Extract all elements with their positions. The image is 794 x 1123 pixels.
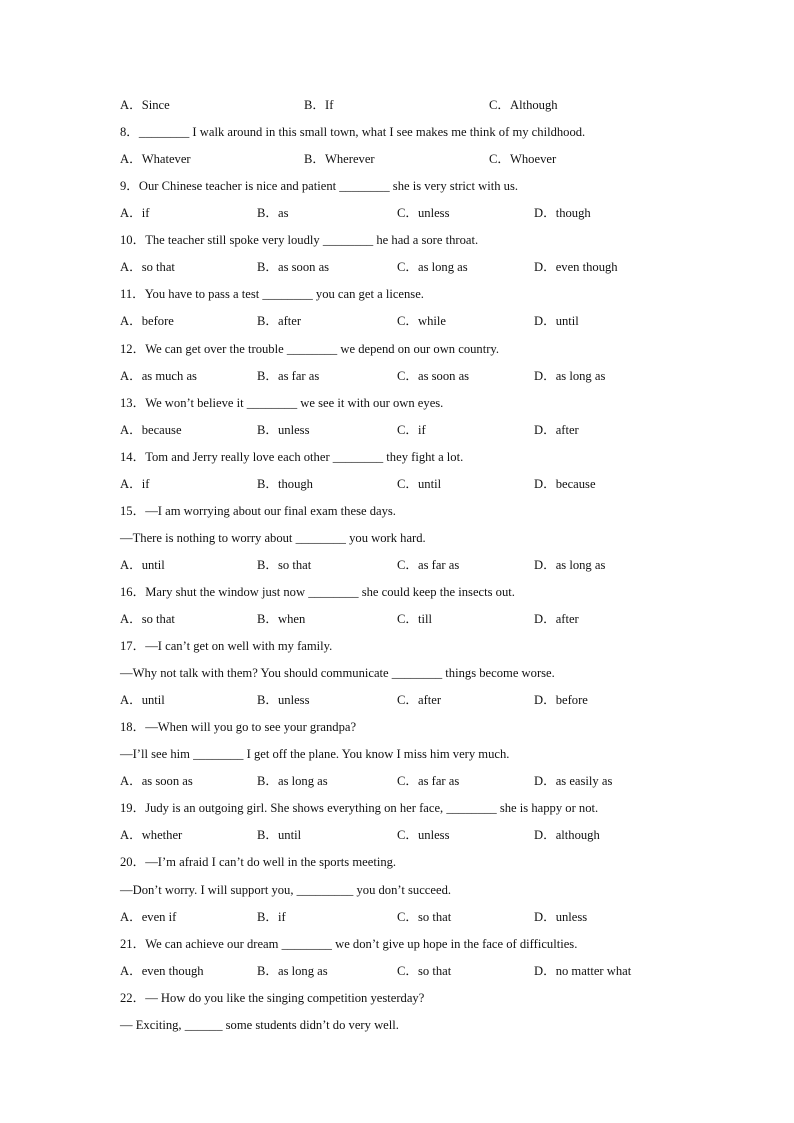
answer-option: D．as long as bbox=[534, 557, 606, 572]
question-text: —Why not talk with them? You should communicate ________ things become worse. bbox=[120, 666, 555, 681]
question-text: 17．—I can’t get on well with my family. bbox=[120, 639, 333, 653]
question-text: 19．Judy is an outgoing girl. She shows everything on her face, ________ she is happy or not. bbox=[120, 801, 599, 816]
question-text: 21．We can achieve our dream ________ we don’t give up hope in the face of difficulties. bbox=[120, 936, 578, 951]
answer-option: B．after bbox=[257, 314, 302, 329]
question-text: 8．________ I walk around in this small town, what I see makes me think of my childhood. bbox=[120, 125, 586, 139]
answer-option: D．because bbox=[534, 476, 596, 491]
answer-option: B．as long as bbox=[257, 774, 328, 789]
answer-option: A．if bbox=[120, 476, 150, 491]
answer-option: A．as soon as bbox=[120, 774, 193, 789]
answer-option: C．so that bbox=[397, 963, 452, 978]
answer-option: C．after bbox=[397, 693, 442, 708]
answer-option: B．so that bbox=[257, 557, 312, 572]
answer-option: A．as much as bbox=[120, 368, 197, 383]
answer-option: B．until bbox=[257, 828, 302, 843]
answer-option: B．as soon as bbox=[257, 260, 330, 275]
answer-option: D．before bbox=[534, 693, 588, 708]
question-text: 20．—I’m afraid I can’t do well in the sports meeting. bbox=[120, 855, 397, 870]
answer-option: A．even though bbox=[120, 963, 204, 978]
answer-option: A．so that bbox=[120, 612, 175, 626]
answer-option: C．till bbox=[397, 612, 432, 626]
question-text: 22．— How do you like the singing competition yesterday? bbox=[120, 990, 425, 1005]
answer-option: D．although bbox=[534, 828, 600, 843]
answer-option: A．whether bbox=[120, 828, 183, 843]
answer-option: D．though bbox=[534, 206, 591, 221]
answer-option: A．so that bbox=[120, 260, 175, 275]
answer-option: D．as easily as bbox=[534, 774, 613, 789]
answer-option: A．Whatever bbox=[120, 152, 191, 167]
answer-option: B．as far as bbox=[257, 368, 320, 383]
question-text: 12．We can get over the trouble ________ we depend on our own country. bbox=[120, 341, 500, 356]
answer-option: D．until bbox=[534, 314, 579, 329]
answer-option: C．as soon as bbox=[397, 368, 470, 383]
question-text: —Don’t worry. I will support you, _________ you don’t succeed. bbox=[120, 882, 452, 897]
answer-option: D．after bbox=[534, 612, 579, 626]
answer-option: C．Whoever bbox=[489, 152, 557, 167]
answer-option: B．unless bbox=[257, 422, 310, 437]
question-text: —I’ll see him ________ I get off the plane. You know I miss him very much. bbox=[120, 747, 510, 762]
question-text: 18．—When will you go to see your grandpa? bbox=[120, 720, 357, 735]
answer-option: B．if bbox=[257, 909, 286, 924]
answer-option: C．unless bbox=[397, 206, 450, 221]
answer-option: B．unless bbox=[257, 693, 310, 708]
question-text: 16．Mary shut the window just now ________ she could keep the insects out. bbox=[120, 584, 515, 599]
question-text: 14．Tom and Jerry really love each other ________ they fight a lot. bbox=[120, 449, 464, 464]
question-text: — Exciting, ______ some students didn’t do very well. bbox=[120, 1017, 399, 1032]
answer-option: B．as bbox=[257, 206, 289, 221]
answer-option: D．even though bbox=[534, 260, 618, 275]
answer-option: C．if bbox=[397, 422, 426, 437]
answer-option: C．unless bbox=[397, 828, 450, 843]
question-text: 9．Our Chinese teacher is nice and patient ________ she is very strict with us. bbox=[120, 179, 519, 194]
answer-option: D．unless bbox=[534, 909, 588, 924]
answer-option: D．no matter what bbox=[534, 963, 632, 978]
answer-option: B．If bbox=[304, 98, 334, 112]
answer-option: B．as long as bbox=[257, 963, 328, 978]
answer-option: C．so that bbox=[397, 909, 452, 924]
question-text: 13．We won’t believe it ________ we see it with our own eyes. bbox=[120, 395, 444, 410]
answer-option: B．though bbox=[257, 476, 313, 491]
answer-option: D．after bbox=[534, 422, 579, 437]
answer-option: A．before bbox=[120, 314, 174, 329]
question-text: 11．You have to pass a test ________ you can get a license. bbox=[120, 287, 424, 302]
answer-option: C．as far as bbox=[397, 557, 460, 572]
question-text: 15．—I am worrying about our final exam these days. bbox=[120, 503, 396, 518]
answer-option: A．until bbox=[120, 557, 165, 572]
answer-option: C．Although bbox=[489, 98, 558, 112]
answer-option: A．if bbox=[120, 206, 150, 221]
answer-option: B．when bbox=[257, 612, 306, 626]
answer-option: A．because bbox=[120, 422, 182, 437]
answer-option: C．while bbox=[397, 314, 446, 329]
answer-option: C．until bbox=[397, 476, 442, 491]
answer-option: D．as long as bbox=[534, 368, 606, 383]
answer-option: B．Wherever bbox=[304, 152, 375, 167]
answer-option: C．as long as bbox=[397, 260, 468, 275]
question-text: 10．The teacher still spoke very loudly ________ he had a sore throat. bbox=[120, 233, 479, 248]
question-text: —There is nothing to worry about ________ you work hard. bbox=[120, 530, 426, 545]
answer-option: A．until bbox=[120, 693, 165, 708]
answer-option: C．as far as bbox=[397, 774, 460, 789]
answer-option: A．Since bbox=[120, 98, 170, 112]
answer-option: A．even if bbox=[120, 909, 177, 924]
